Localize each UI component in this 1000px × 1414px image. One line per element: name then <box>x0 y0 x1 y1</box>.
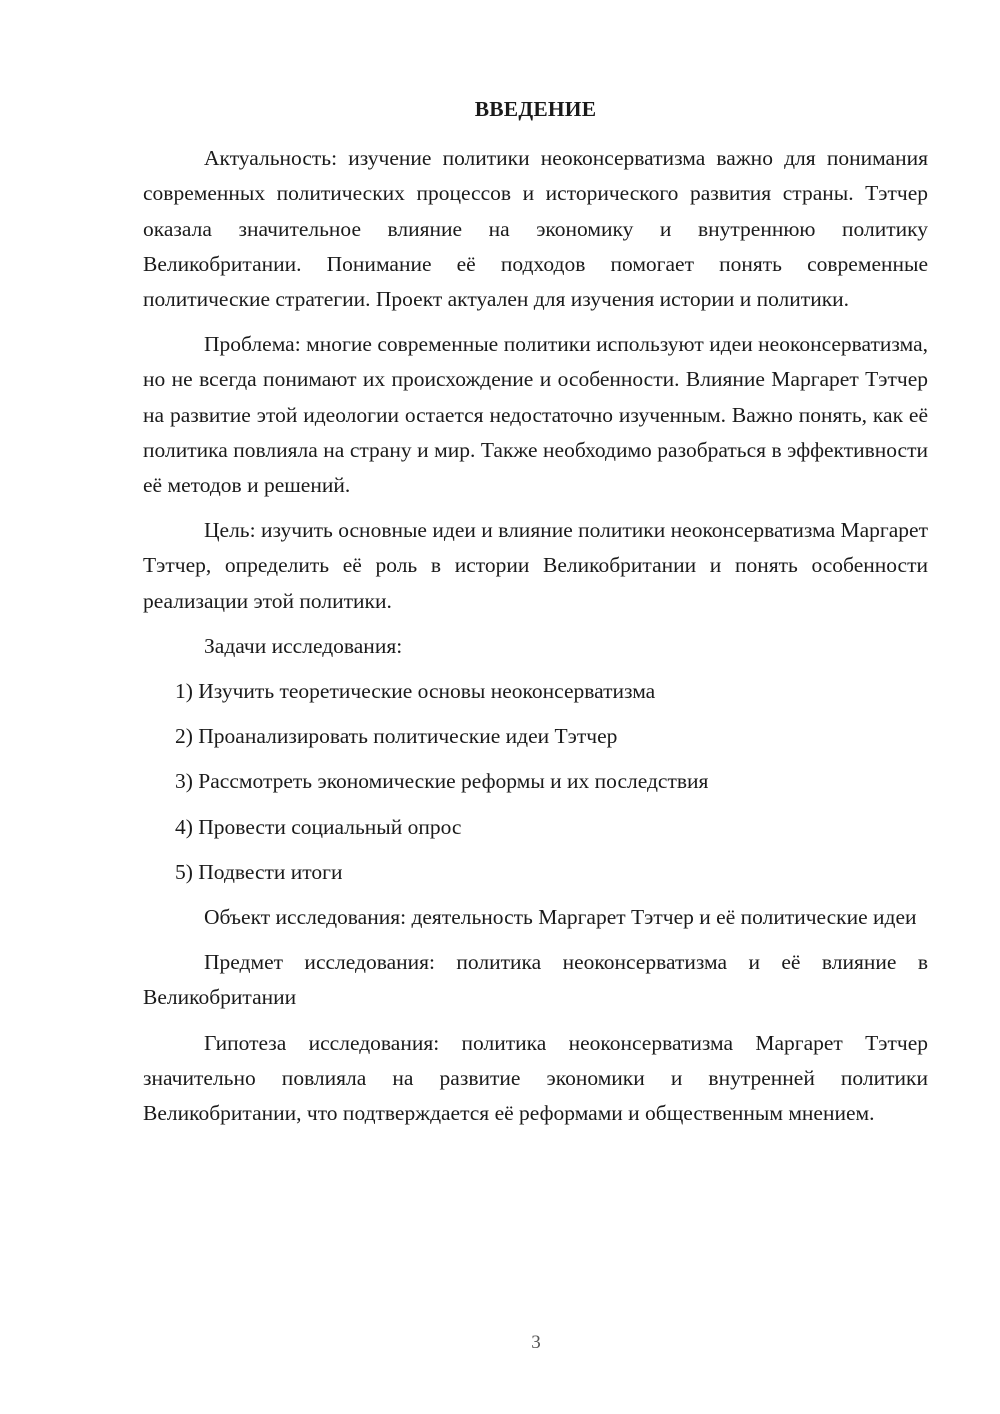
tasks-list <box>143 674 928 890</box>
relevance-paragraph: Актуальность: изучение политики неоконсерватизма важно для понимания современных политических процессов и исторического развития страны. Тэтчер оказала значительное влияние на экономику и внутреннюю политику Великобритании. Понимание её подходов помогает понять современные политические стратегии. Проект актуален для изучения истории и политики. <box>143 146 928 312</box>
subject-paragraph: Предмет исследования: политика неоконсерватизма и её влияние в Великобритании <box>143 950 928 1010</box>
problem-paragraph: Проблема: многие современные политики используют идеи неоконсерватизма, но не всегда понимают их происхождение и особенности. Влияние Маргарет Тэтчер на развитие этой идеологии остается недостаточно изученным. Важно понять, как её политика повлияла на страну и мир. Также необходимо разобраться в эффективности её методов и решений. <box>143 332 928 498</box>
goal-paragraph: Цель: изучить основные идеи и влияние политики неоконсерватизма Маргарет Тэтчер, определить её роль в истории Великобритании и понять особенности реализации этой политики. <box>143 518 928 613</box>
page-content <box>143 92 928 1141</box>
task-item: 4) Провести социальный опрос <box>175 814 462 839</box>
page-number: 3 <box>531 1332 541 1353</box>
task-item: 2) Проанализировать политические идеи Тэтчер <box>175 724 618 749</box>
task-item: 1) Изучить теоретические основы неоконсерватизма <box>175 679 656 704</box>
tasks-title: Задачи исследования: <box>204 633 403 658</box>
object-paragraph: Объект исследования: деятельность Маргарет Тэтчер и её политические идеи <box>204 905 917 930</box>
hypothesis-paragraph: Гипотеза исследования: политика неоконсерватизма Маргарет Тэтчер значительно повлияла на развитие экономики и внутренней политики Великобритании, что подтверждается её реформами и общественным мнением. <box>143 1030 928 1126</box>
task-item: 5) Подвести итоги <box>175 859 343 884</box>
page-title: ВВЕДЕНИЕ <box>474 97 597 121</box>
task-item: 3) Рассмотреть экономические реформы и их последствия <box>175 769 709 794</box>
